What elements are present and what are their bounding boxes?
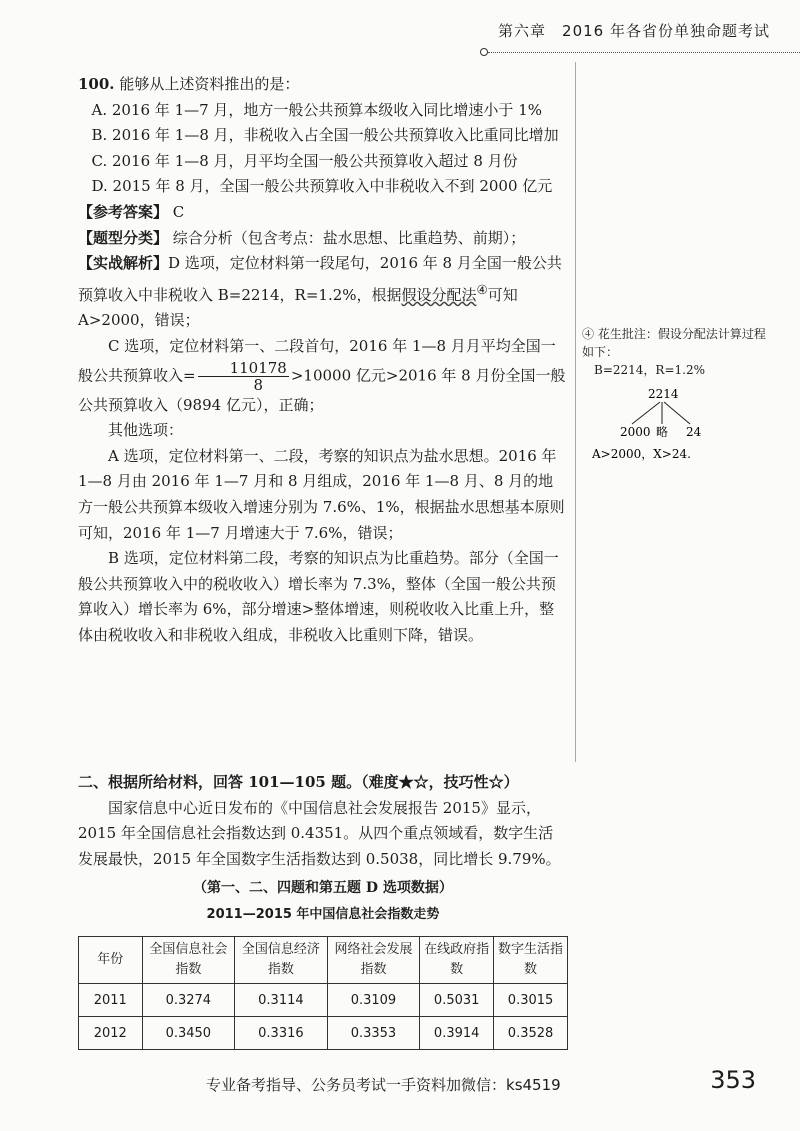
type-label: 【题型分类】 (78, 228, 169, 247)
table-row (79, 1017, 568, 1050)
col-network: 网络社会发展指数 (327, 937, 420, 984)
tree-right: 24 (686, 425, 702, 439)
cell: 0.3114 (235, 984, 328, 1017)
table-header-row (79, 937, 568, 984)
option-a: A. 2016 年 1—7 月，地方一般公共预算本级收入同比增速小于 1% (91, 100, 543, 119)
cell: 0.3015 (494, 984, 568, 1017)
answer-value: C (172, 202, 185, 221)
allocation-tree (590, 386, 730, 464)
index-table (78, 936, 568, 1050)
margin-divider (575, 62, 576, 762)
tree-root: 2214 (648, 387, 679, 401)
cell: 0.3316 (235, 1017, 328, 1050)
analysis-d-text: D 选项，定位材料第一段尾句，2016 年 8 月全国一般公共预算收入中非税收入 B=2214，R=1.2%，根据 (78, 254, 562, 304)
type-line (78, 226, 568, 252)
footnote-marker: ④ (476, 281, 488, 297)
cell: 0.3353 (327, 1017, 420, 1050)
header-rule (488, 52, 800, 53)
fraction (198, 360, 289, 393)
cell: 0.3274 (142, 984, 235, 1017)
option-d: D. 2015 年 8 月，全国一般公共预算收入中非税收入不到 2000 亿元 (91, 177, 553, 196)
fraction-denominator: 8 (253, 375, 263, 394)
chapter-title: 第六章 2016 年各省份单独命题考试 (498, 22, 770, 40)
col-year: 年份 (79, 937, 143, 984)
cell: 0.3528 (494, 1017, 568, 1050)
analysis-label: 【实战解析】 (78, 254, 169, 273)
method-link: 假设分配法 (401, 285, 477, 304)
option-c: C. 2016 年 1—8 月，月平均全国一般公共预算收入超过 8 月份 (91, 151, 518, 170)
col-government: 在线政府指数 (420, 937, 494, 984)
fraction-numerator: 110178 (198, 360, 289, 377)
analysis-d-conclusion: 可知 A>2000，错误； (78, 285, 518, 330)
cell: 0.3450 (142, 1017, 235, 1050)
col-digital-life: 数字生活指数 (494, 937, 568, 984)
table-note: （第一、二、四题和第五题 D 选项数据） (193, 880, 453, 897)
col-economy: 全国信息经济指数 (235, 937, 328, 984)
page-header (0, 0, 800, 58)
analysis-c (78, 334, 568, 418)
side-note (582, 325, 772, 379)
cell: 0.5031 (420, 984, 494, 1017)
col-society: 全国信息社会指数 (142, 937, 235, 984)
page-number: 353 (710, 1066, 756, 1094)
question-100 (78, 72, 568, 648)
table-row (79, 984, 568, 1017)
cell-year: 2011 (79, 984, 143, 1017)
side-note-given: B=2214，R=1.2% (594, 363, 705, 377)
analysis-c-conclusion: >10000 亿元>2016 年 8 月份全国一般公共预算收入（9894 亿元），正确； (78, 366, 566, 414)
section-two (78, 770, 568, 928)
answer-label: 【参考答案】 (78, 202, 169, 221)
question-stem (78, 72, 568, 98)
cell: 0.3109 (327, 984, 420, 1017)
analysis-d (78, 251, 568, 334)
side-note-title: ④ 花生批注：假设分配法计算过程如下： (582, 327, 766, 359)
type-value: 综合分析（包含考点：盐水思想、比重趋势、前期）； (172, 228, 526, 247)
cell-year: 2012 (79, 1017, 143, 1050)
section-material: 国家信息中心近日发布的《中国信息社会发展报告 2015》显示，2015 年全国信息社会指数达到 0.4351。从四个重点领域看，数字生活发展最快，2015 年全国数字生活指数达到 0.5038，同比增长 9.79%。 (78, 798, 561, 868)
others-heading: 其他选项： (108, 421, 184, 440)
analysis-b: B 选项，定位材料第二段，考察的知识点为比重趋势。部分（全国一般公共预算收入中的税收收入）增长率为 7.3%，整体（全国一般公共预算收入）增长率为 6%，部分增速>整体增速，则税收收入比重上升，整体由税收收入和非税收入组成，非税收入比重则下降，错误。 (78, 549, 559, 644)
tree-left: 2000 (620, 425, 651, 439)
tree-branch-left (632, 402, 660, 424)
answer-line (78, 200, 568, 226)
tree-mid: 略 (656, 425, 669, 439)
option-b: B. 2016 年 1—8 月，非税收入占全国一般公共预算收入比重同比增加 (91, 126, 559, 145)
table-title: 2011—2015 年中国信息社会指数走势 (206, 906, 440, 922)
tree-result: A>2000，X>24. (592, 447, 691, 461)
question-number: 100. (78, 75, 115, 93)
header-bullet (480, 48, 488, 56)
analysis-c-text: C 选项，定位材料第一、二段首句，2016 年 1—8 月月平均全国一般公共预算收入= (78, 336, 556, 385)
question-text: 能够从上述资料推出的是： (119, 75, 300, 93)
analysis-a: A 选项，定位材料第一、二段，考察的知识点为盐水思想。2016 年 1—8 月由 2016 年 1—7 月和 8 月组成，2016 年 1—8 月、8 月的地方一般公共预算本级收入增速分别为 7.6%、1%，根据盐水思想基本原则可知，2016 年 1—7 月增速大于 7.6%，错误； (78, 446, 565, 542)
tree-branch-right (664, 402, 690, 424)
cell: 0.3914 (420, 1017, 494, 1050)
footer-text: 专业备考指导、公务员考试一手资料加微信：ks4519 (206, 1076, 561, 1094)
section-heading: 二、根据所给材料，回答 101—105 题。（难度★☆，技巧性☆） (78, 773, 519, 791)
